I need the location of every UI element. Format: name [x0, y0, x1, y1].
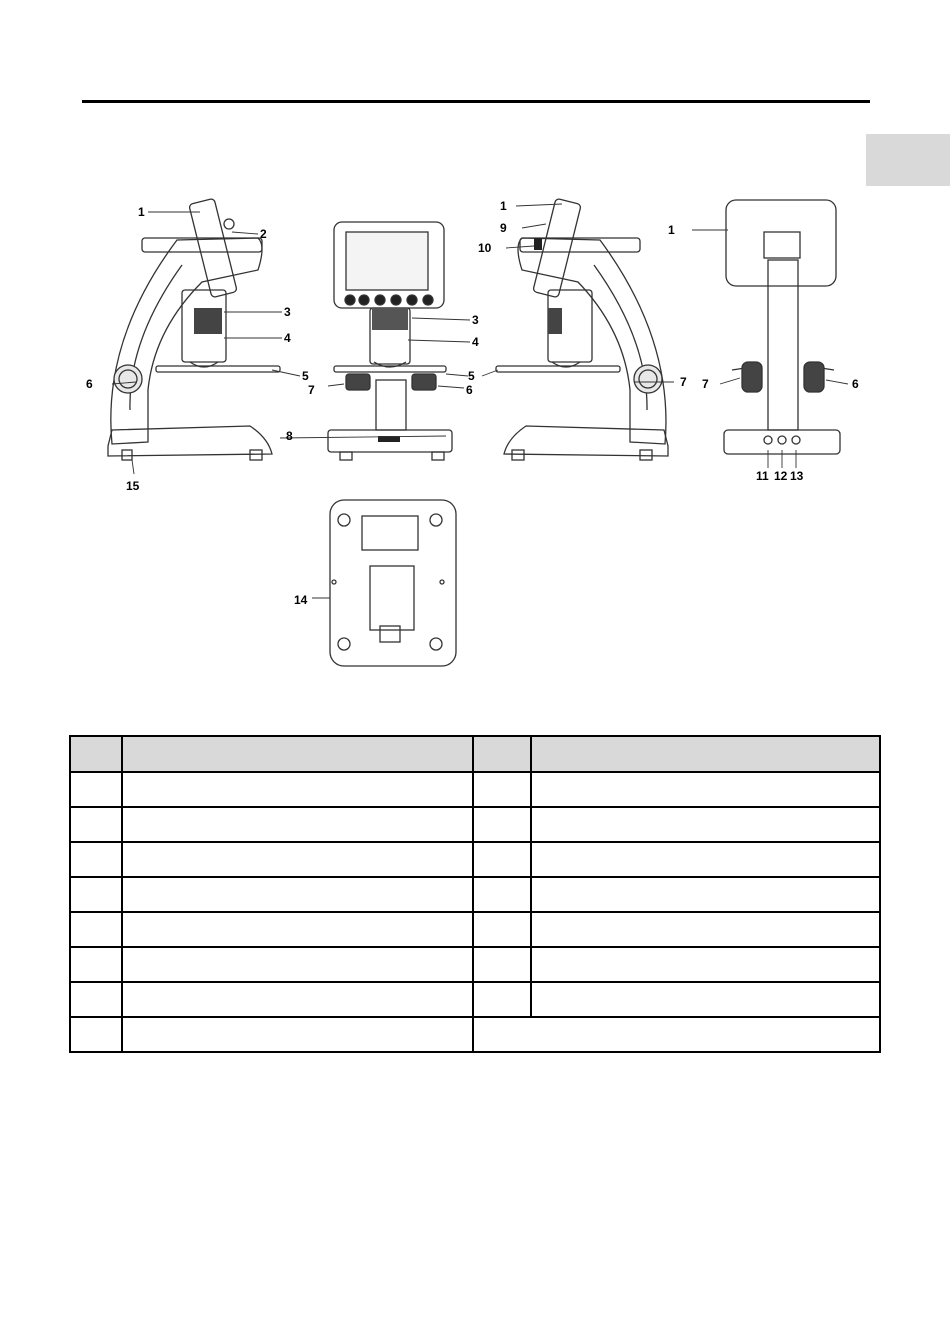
section-tab-marker — [866, 134, 950, 186]
table-cell — [531, 982, 880, 1017]
table-cell — [473, 947, 531, 982]
table-cell — [531, 807, 880, 842]
callout-1: 1 — [668, 223, 675, 237]
header-cell — [122, 736, 473, 772]
table-header-row — [70, 736, 880, 772]
table-cell — [473, 912, 531, 947]
callout-4: 4 — [472, 335, 479, 349]
table-row — [70, 842, 880, 877]
callout-5: 5 — [468, 369, 475, 383]
table-cell — [70, 772, 122, 807]
table-cell — [122, 982, 473, 1017]
table-cell — [122, 877, 473, 912]
header-rule — [82, 100, 870, 103]
callout-labels — [86, 199, 859, 607]
table-cell-empty — [473, 1017, 880, 1052]
table-cell — [473, 842, 531, 877]
table-cell — [531, 947, 880, 982]
header-cell — [70, 736, 122, 772]
header-cell — [473, 736, 531, 772]
front-buttons-row — [345, 295, 433, 305]
table-cell — [70, 982, 122, 1017]
callout-4: 4 — [284, 331, 291, 345]
table-cell — [122, 772, 473, 807]
table-cell — [122, 947, 473, 982]
callout-14: 14 — [294, 593, 308, 607]
header-cell — [531, 736, 880, 772]
table-cell — [473, 877, 531, 912]
callout-6: 6 — [466, 383, 473, 397]
table-cell — [70, 877, 122, 912]
microscope-diagram — [82, 190, 872, 680]
table-cell — [70, 912, 122, 947]
callout-1: 1 — [138, 205, 145, 219]
callout-3: 3 — [472, 313, 479, 327]
callout-9: 9 — [500, 221, 507, 235]
table-cell — [122, 912, 473, 947]
callout-7: 7 — [308, 383, 315, 397]
callout-12: 12 — [774, 469, 788, 483]
table-cell — [473, 982, 531, 1017]
table-cell — [122, 807, 473, 842]
callout-13: 13 — [790, 469, 804, 483]
callout-1: 1 — [500, 199, 507, 213]
table-row — [70, 1017, 880, 1052]
table-row — [70, 947, 880, 982]
callout-8: 8 — [286, 429, 293, 443]
callout-7: 7 — [702, 377, 709, 391]
callout-3: 3 — [284, 305, 291, 319]
callout-6: 6 — [852, 377, 859, 391]
table-row — [70, 877, 880, 912]
table-cell — [531, 842, 880, 877]
table-cell — [531, 877, 880, 912]
table-cell — [122, 1017, 473, 1052]
table-cell — [531, 912, 880, 947]
right-side-view — [496, 198, 668, 460]
callout-7: 7 — [680, 375, 687, 389]
callout-5: 5 — [302, 369, 309, 383]
leader-lines — [112, 204, 848, 598]
table-row — [70, 807, 880, 842]
callout-11: 11 — [756, 469, 769, 483]
microscope-figure — [82, 190, 872, 680]
table-cell — [70, 842, 122, 877]
bottom-view — [330, 500, 456, 666]
table-cell — [473, 772, 531, 807]
left-side-view — [108, 198, 280, 460]
table-row — [70, 912, 880, 947]
table-cell — [122, 842, 473, 877]
table-row — [70, 772, 880, 807]
table-cell — [531, 772, 880, 807]
table-cell — [70, 807, 122, 842]
table-cell — [70, 1017, 122, 1052]
callout-15: 15 — [126, 479, 140, 493]
table-cell — [70, 947, 122, 982]
table-cell — [473, 807, 531, 842]
table-row — [70, 982, 880, 1017]
callout-10: 10 — [478, 241, 492, 255]
parts-table — [69, 735, 881, 1053]
callout-6: 6 — [86, 377, 93, 391]
callout-2: 2 — [260, 227, 267, 241]
back-view — [724, 200, 840, 454]
